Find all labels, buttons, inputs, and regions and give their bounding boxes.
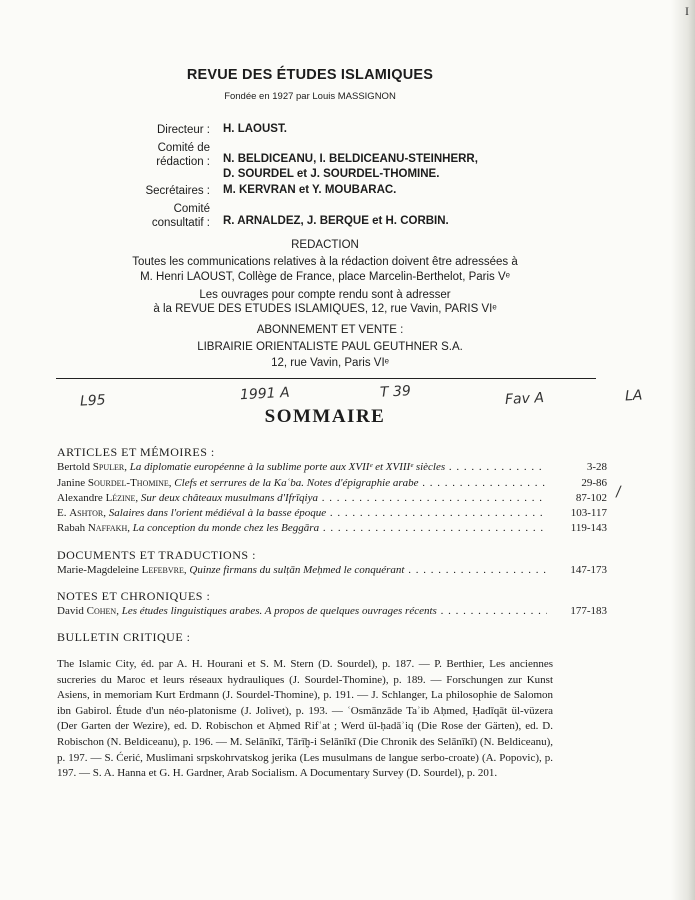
handwritten-note-1: L95 — [79, 392, 107, 410]
redaction-line-1: Toutes les communications relatives à la rédaction doivent être adressées à — [132, 256, 518, 268]
toc-page-range: 87-102 — [551, 491, 607, 505]
committee-label-2: rédaction : — [156, 156, 210, 168]
toc-entry: Janine Sourdel-Thomine, Clefs et serrures de la Kaʿba. Notes d'épigraphie arabe . . . 29-86 — [57, 476, 607, 490]
section-title-bulletin: BULLETIN CRITIQUE : — [57, 630, 191, 644]
handwritten-note-5: LA — [624, 387, 643, 405]
committee-line-2: D. SOURDEL et J. SOURDEL-THOMINE. — [223, 168, 440, 180]
separator-rule — [56, 378, 596, 379]
toc-entry: Alexandre Lézine, Sur deux châteaux musulmans d'Ifrīqiya . . . 87-102 — [57, 491, 607, 505]
secretaries-names: M. KERVRAN et Y. MOUBARAC. — [223, 184, 397, 196]
publisher-address: 12, rue Vavin, Paris VIᵉ — [271, 357, 389, 369]
handwritten-tick: / — [615, 483, 622, 501]
consultative-label-2: consultatif : — [151, 217, 210, 229]
toc-entry: E. Ashtor, Salaires dans l'orient médiéval à la basse époque . . . 103-117 — [57, 506, 607, 520]
committee-label-1: Comité de — [157, 142, 210, 154]
secretaries-label: Secrétaires : — [145, 185, 210, 197]
toc-entry: Rabah Naffakh, La conception du monde chez les Beggāra . . . 119-143 — [57, 521, 607, 535]
consultative-label-1: Comité — [173, 203, 210, 215]
toc-entry: Marie-Magdeleine Lefebvre, Quinze firmans du sulṭān Meḥmed le conquérant . . . 147-173 — [57, 563, 607, 577]
founded-line: Fondée en 1927 par Louis MASSIGNON — [224, 91, 396, 102]
toc-entry: Bertold Spuler, La diplomatie européenne à la sublime porte aux XVIIᵉ et XVIIIᵉ siècles . . . 3-28 — [57, 460, 607, 474]
redaction-heading: REDACTION — [291, 239, 359, 251]
toc-entry: David Cohen, Les études linguistiques arabes. A propos de quelques ouvrages récents . . . 177-183 — [57, 604, 607, 618]
toc-page-range: 147-173 — [551, 563, 607, 577]
subscription-heading: ABONNEMENT ET VENTE : — [256, 324, 404, 336]
toc-page-range: 3-28 — [551, 460, 607, 474]
bulletin-critique-text: The Islamic City, éd. par A. H. Hourani et S. M. Stern (D. Sourdel), p. 187. — P. Berthier, Les anciennes sucreries du Maroc et leurs réseaux hydrauliques (J. Sourdel-Thomine), p. 189. — Forschungen zur Kunst Asiens, in memoriam Kurt Erdmann (J. Sourdel-Thomine), p. 191. — J. Schlanger, La philosophie de Salomon ibn Gabirol. Étude d'un néo-platonisme (J. Jolivet), p. 193. — ʿOsmānzāde Taʾib Aḥmed, Ḥadīqāt ül-vüzera (Der Garten der Wezire), ed. D. Robischon et Aḥmed Rifʿat ; Werd ül-ḥadāʾiq (Die Rose der Gärten), ed. D. Robischon (N. Beldiceanu), p. 196. — M. Selānīkī, Tārīḫ-i Selānīkī (Die Chronik des Selānīkī) (N. Beldiceanu), p. 197. — S. Ćerić, Muslimani srpskohrvatskog jerika (Les musulmans de langue serbo-croate) (A. Popovic), p. 197. — S. A. Hanna et G. H. Gardner, Arab Socialism. A Documentary Survey (D. Sourdel), p. 201. — [57, 658, 553, 780]
page-edge-shadow — [671, 0, 695, 900]
toc-page-range: 29-86 — [551, 476, 607, 490]
section-title-notes: NOTES ET CHRONIQUES : — [57, 589, 211, 603]
handwritten-note-3: T 39 — [379, 383, 412, 401]
edge-mark: I — [685, 4, 689, 18]
sommaire-title: SOMMAIRE — [264, 406, 386, 427]
director-name: H. LAOUST. — [223, 123, 287, 135]
committee-line-1: N. BELDICEANU, I. BELDICEANU-STEINHERR, — [223, 153, 478, 165]
toc-page-range: 103-117 — [551, 506, 607, 520]
publisher-name: LIBRAIRIE ORIENTALISTE PAUL GEUTHNER S.A. — [197, 341, 463, 353]
redaction-line-3: Les ouvrages pour compte rendu sont à adresser — [199, 289, 451, 301]
journal-title: REVUE DES ÉTUDES ISLAMIQUES — [186, 67, 434, 83]
toc-page-range: 119-143 — [551, 521, 607, 535]
handwritten-note-4: Fav A — [504, 389, 545, 409]
toc-page-range: 177-183 — [551, 604, 607, 618]
redaction-line-2: M. Henri LAOUST, Collège de France, place Marcelin-Berthelot, Paris Vᵉ — [140, 271, 510, 283]
section-title-documents: DOCUMENTS ET TRADUCTIONS : — [57, 548, 256, 562]
redaction-line-4: à la REVUE DES ETUDES ISLAMIQUES, 12, rue Vavin, PARIS VIᵉ — [153, 303, 497, 315]
handwritten-note-2: 1991 A — [239, 384, 291, 404]
section-title-articles: ARTICLES ET MÉMOIRES : — [57, 445, 215, 459]
consultative-names: R. ARNALDEZ, J. BERQUE et H. CORBIN. — [223, 215, 449, 227]
director-label: Directeur : — [156, 124, 210, 136]
